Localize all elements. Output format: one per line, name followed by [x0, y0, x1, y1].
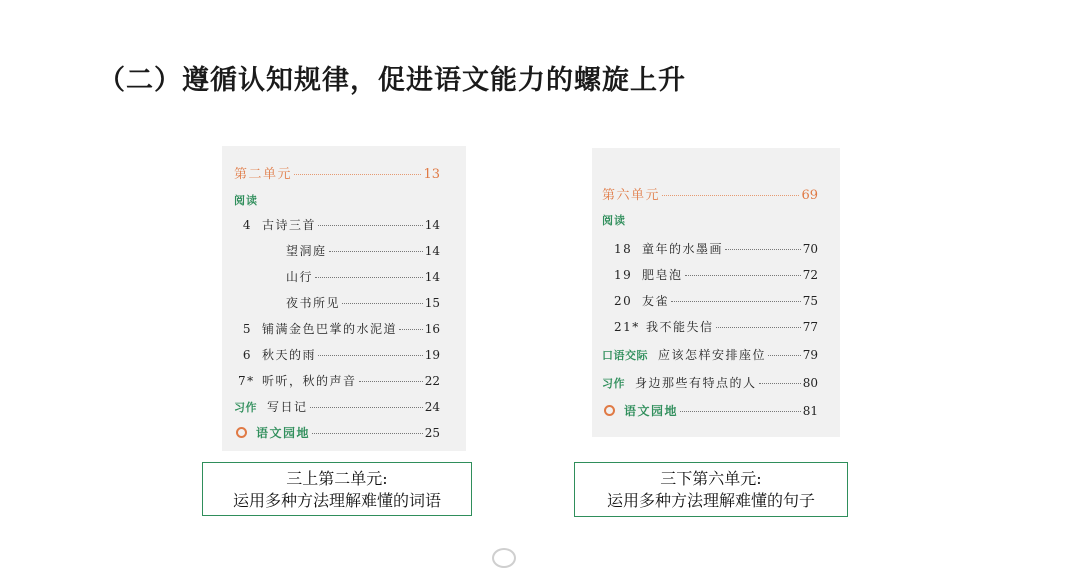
toc-unit-label: 第二单元: [234, 167, 293, 182]
toc-page: 13: [423, 167, 440, 182]
toc-item-title: 夜书所见: [286, 296, 341, 310]
toc-item-number: 4: [242, 218, 252, 232]
toc-oral-row: [602, 346, 818, 363]
toc-item-title: 肥皂泡: [642, 268, 683, 282]
toc-page: 70: [802, 242, 818, 256]
toc-tag-oral: 口语交际: [602, 349, 648, 362]
caption-box-right: [574, 462, 848, 517]
toc-page: 75: [802, 294, 818, 308]
toc-item: [614, 292, 818, 309]
toc-item: [238, 346, 440, 363]
dot-leader: [759, 383, 801, 384]
toc-item-title: 友雀: [642, 294, 670, 308]
toc-page: 14: [424, 244, 440, 258]
caption-box-left: [202, 462, 472, 516]
dot-leader: [318, 225, 423, 226]
toc-item-title: 铺满金色巴掌的水泥道: [262, 322, 398, 336]
toc-item-title: 写日记: [267, 400, 308, 414]
toc-panel-right: [592, 148, 840, 437]
toc-item-title: 望洞庭: [286, 244, 327, 258]
toc-tag-writing: 习作: [602, 377, 625, 390]
toc-item-title: 山行: [286, 270, 314, 284]
toc-item-title: 童年的水墨画: [642, 242, 724, 256]
dot-leader: [680, 411, 801, 412]
sun-bullet-icon: [236, 427, 247, 438]
toc-item-title: 古诗三首: [262, 218, 317, 232]
decorative-circle-icon: [492, 548, 516, 568]
toc-page: 22: [424, 374, 440, 388]
toc-page: 77: [802, 320, 818, 334]
toc-page: 14: [424, 270, 440, 284]
dot-leader: [671, 301, 801, 302]
dot-leader: [329, 251, 423, 252]
toc-item: [286, 268, 440, 285]
toc-garden-row: [236, 424, 440, 441]
toc-unit-row: [602, 184, 818, 203]
dot-leader: [768, 355, 801, 356]
toc-item: [238, 372, 440, 389]
toc-item-title: 身边那些有特点的人: [635, 376, 757, 390]
toc-item-number: 7*: [238, 374, 255, 388]
toc-page: 25: [424, 426, 440, 440]
toc-page: 81: [802, 404, 818, 418]
toc-item: [238, 216, 440, 233]
toc-item-title: 听听，秋的声音: [262, 374, 357, 388]
toc-page: 14: [424, 218, 440, 232]
toc-writing-row: [234, 398, 440, 415]
toc-item-number: 6: [242, 348, 252, 362]
toc-page: 80: [802, 376, 818, 390]
caption-line-2: 运用多种方法理解难懂的句子: [606, 491, 815, 510]
toc-item-number: 20: [614, 294, 633, 308]
toc-item: [614, 240, 818, 257]
dot-leader: [662, 195, 799, 196]
toc-page: 69: [801, 188, 818, 203]
caption-line-2: 运用多种方法理解难懂的词语: [232, 491, 441, 510]
toc-page: 16: [424, 322, 440, 336]
toc-item-number: 5: [242, 322, 252, 336]
toc-item-title: 秋天的雨: [262, 348, 317, 362]
dot-leader: [294, 174, 421, 175]
toc-item-number: 19: [614, 268, 633, 282]
toc-writing-row: [602, 374, 818, 391]
toc-section-label: 阅读: [234, 194, 258, 207]
dot-leader: [725, 249, 801, 250]
toc-section-label: 阅读: [602, 214, 626, 227]
dot-leader: [399, 329, 423, 330]
caption-line-1: 三上第二单元:: [286, 469, 388, 488]
toc-page: 72: [802, 268, 818, 282]
toc-item: [614, 318, 818, 335]
dot-leader: [342, 303, 423, 304]
toc-item: [286, 242, 440, 259]
toc-garden-row: [604, 402, 818, 419]
dot-leader: [310, 407, 423, 408]
toc-item: [614, 266, 818, 283]
page-heading: （二）遵循认知规律，促进语文能力的螺旋上升: [98, 65, 686, 96]
toc-item-number: 18: [614, 242, 633, 256]
dot-leader: [716, 327, 801, 328]
toc-item-number: 21*: [614, 320, 640, 334]
toc-page: 79: [802, 348, 818, 362]
toc-item-title: 语文园地: [624, 404, 679, 418]
dot-leader: [312, 433, 423, 434]
toc-tag-writing: 习作: [234, 401, 257, 414]
dot-leader: [685, 275, 801, 276]
toc-page: 15: [424, 296, 440, 310]
dot-leader: [318, 355, 423, 356]
toc-item-title: 我不能失信: [646, 320, 714, 334]
toc-unit-label: 第六单元: [602, 188, 661, 203]
toc-panel-left: [222, 146, 466, 451]
toc-unit-row: [234, 163, 440, 182]
toc-page: 24: [424, 400, 440, 414]
dot-leader: [359, 381, 423, 382]
toc-item-title: 应该怎样安排座位: [658, 348, 767, 362]
dot-leader: [315, 277, 423, 278]
sun-bullet-icon: [604, 405, 615, 416]
toc-item: [286, 294, 440, 311]
caption-line-1: 三下第六单元:: [660, 469, 762, 488]
toc-page: 19: [424, 348, 440, 362]
toc-item: [238, 320, 440, 337]
toc-item-title: 语文园地: [256, 426, 311, 440]
